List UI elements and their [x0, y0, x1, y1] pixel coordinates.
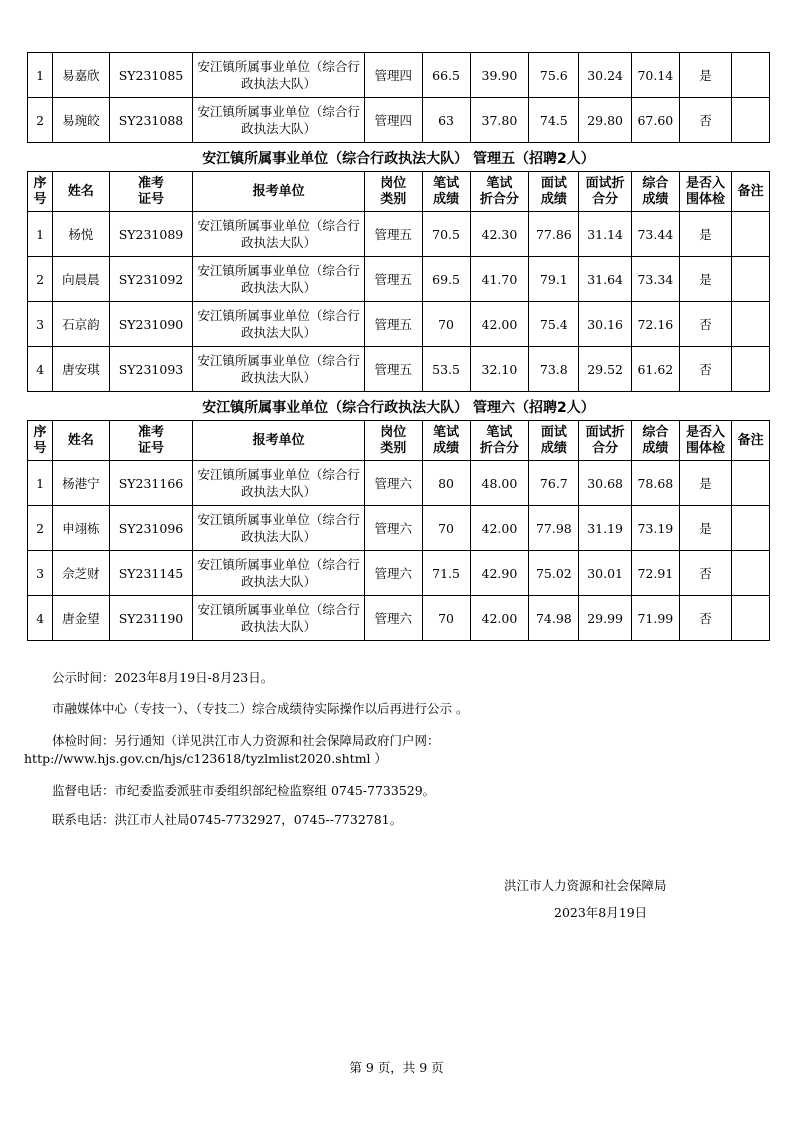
table-row [28, 98, 770, 143]
cell-interview-conv: 29.99 [579, 596, 631, 641]
cell-post: 管理五 [364, 302, 422, 347]
cell-written-conv: 42.00 [470, 506, 529, 551]
cell-exam-id: SY231166 [109, 461, 193, 506]
header-exam-id: 准考 证号 [109, 421, 193, 461]
header-pass: 是否入 围体检 [679, 172, 731, 212]
cell-pass: 否 [679, 347, 731, 392]
cell-written-conv: 48.00 [470, 461, 529, 506]
header-interview: 面试 成绩 [529, 172, 579, 212]
header-exam-id: 准考 证号 [109, 172, 193, 212]
cell-written-conv: 42.00 [470, 302, 529, 347]
cell-interview-conv: 31.19 [579, 506, 631, 551]
cell-remark [732, 257, 770, 302]
cell-no: 3 [28, 302, 53, 347]
cell-total: 73.34 [631, 257, 679, 302]
cell-remark [732, 596, 770, 641]
cell-exam-id: SY231085 [109, 53, 193, 98]
header-written-conv: 笔试 折合分 [470, 421, 529, 461]
cell-exam-id: SY231090 [109, 302, 193, 347]
cell-pass: 否 [679, 551, 731, 596]
cell-remark [732, 53, 770, 98]
table-row [28, 302, 770, 347]
cell-post: 管理五 [364, 212, 422, 257]
cell-written-conv: 42.00 [470, 596, 529, 641]
cell-interview-conv: 30.16 [579, 302, 631, 347]
table-row [28, 551, 770, 596]
cell-written-conv: 37.80 [470, 98, 529, 143]
cell-unit: 安江镇所属事业单位（综合行政执法大队） [193, 461, 365, 506]
cell-no: 4 [28, 347, 53, 392]
cell-no: 2 [28, 98, 53, 143]
cell-exam-id: SY231088 [109, 98, 193, 143]
exam-link[interactable]: http://www.hjs.gov.cn/hjs/c123618/tyzlmlist2020.shtml ） [24, 751, 388, 766]
contact-note: 联系电话：洪江市人社局0745-7732927，0745--7732781。 [52, 812, 403, 827]
cell-pass: 是 [679, 53, 731, 98]
header-pass: 是否入 围体检 [679, 421, 731, 461]
cell-written: 70 [422, 596, 470, 641]
header-unit: 报考单位 [193, 172, 365, 212]
cell-written-conv: 39.90 [470, 53, 529, 98]
cell-name: 易嘉欣 [53, 53, 110, 98]
header-row [28, 421, 770, 461]
cell-post: 管理四 [364, 53, 422, 98]
cell-written-conv: 32.10 [470, 347, 529, 392]
cell-name: 易琬皎 [53, 98, 110, 143]
cell-interview: 77.86 [529, 212, 579, 257]
header-remark: 备注 [732, 421, 770, 461]
cell-post: 管理五 [364, 257, 422, 302]
cell-interview: 75.4 [529, 302, 579, 347]
cell-unit: 安江镇所属事业单位（综合行政执法大队） [193, 506, 365, 551]
cell-exam-id: SY231093 [109, 347, 193, 392]
header-row [28, 172, 770, 212]
header-name: 姓名 [53, 172, 110, 212]
cell-name: 申翊栋 [53, 506, 110, 551]
cell-remark [732, 212, 770, 257]
cell-written: 53.5 [422, 347, 470, 392]
cell-pass: 是 [679, 257, 731, 302]
cell-name: 石京韵 [53, 302, 110, 347]
publicity-note: 公示时间：2023年8月19日-8月23日。 [52, 670, 274, 685]
cell-written: 70 [422, 302, 470, 347]
cell-name: 杨港宁 [53, 461, 110, 506]
cell-pass: 否 [679, 302, 731, 347]
header-interview-conv: 面试折 合分 [579, 172, 631, 212]
cell-interview: 73.8 [529, 347, 579, 392]
cell-total: 78.68 [631, 461, 679, 506]
cell-no: 1 [28, 461, 53, 506]
cell-no: 2 [28, 506, 53, 551]
cell-post: 管理四 [364, 98, 422, 143]
cell-total: 72.91 [631, 551, 679, 596]
cell-written: 70.5 [422, 212, 470, 257]
cell-name: 唐金望 [53, 596, 110, 641]
table-row [28, 596, 770, 641]
table-row [28, 506, 770, 551]
cell-remark [732, 302, 770, 347]
header-unit: 报考单位 [193, 421, 365, 461]
header-written: 笔试 成绩 [422, 421, 470, 461]
header-written-conv: 笔试 折合分 [470, 172, 529, 212]
cell-remark [732, 98, 770, 143]
cell-exam-id: SY231190 [109, 596, 193, 641]
cell-no: 1 [28, 53, 53, 98]
cell-pass: 是 [679, 506, 731, 551]
header-post: 岗位 类别 [364, 421, 422, 461]
cell-exam-id: SY231145 [109, 551, 193, 596]
cell-exam-id: SY231092 [109, 257, 193, 302]
cell-interview-conv: 29.80 [579, 98, 631, 143]
cell-interview-conv: 30.68 [579, 461, 631, 506]
cell-pass: 是 [679, 212, 731, 257]
cell-unit: 安江镇所属事业单位（综合行政执法大队） [193, 302, 365, 347]
header-interview: 面试 成绩 [529, 421, 579, 461]
media-note: 市融媒体中心（专技一）、（专技二）综合成绩待实际操作以后再进行公示 。 [52, 701, 469, 716]
header-no: 序 号 [28, 172, 53, 212]
cell-interview-conv: 31.14 [579, 212, 631, 257]
cell-interview: 76.7 [529, 461, 579, 506]
cell-total: 72.16 [631, 302, 679, 347]
cell-total: 73.19 [631, 506, 679, 551]
cell-no: 2 [28, 257, 53, 302]
cell-written: 70 [422, 506, 470, 551]
cell-written-conv: 42.90 [470, 551, 529, 596]
section-title-management-6: 安江镇所属事业单位（综合行政执法大队） 管理六（招聘2人） [202, 400, 595, 416]
cell-post: 管理六 [364, 596, 422, 641]
cell-written: 63 [422, 98, 470, 143]
cell-interview: 77.98 [529, 506, 579, 551]
section-title-management-5: 安江镇所属事业单位（综合行政执法大队） 管理五（招聘2人） [202, 151, 595, 167]
cell-unit: 安江镇所属事业单位（综合行政执法大队） [193, 596, 365, 641]
cell-no: 1 [28, 212, 53, 257]
cell-remark [732, 506, 770, 551]
cell-total: 70.14 [631, 53, 679, 98]
cell-written: 66.5 [422, 53, 470, 98]
exam-note: 体检时间：另行通知（详见洪江市人力资源和社会保障局政府门户网： [52, 733, 440, 748]
cell-interview: 74.98 [529, 596, 579, 641]
cell-interview-conv: 30.01 [579, 551, 631, 596]
cell-unit: 安江镇所属事业单位（综合行政执法大队） [193, 551, 365, 596]
supervision-note: 监督电话：市纪委监委派驻市委组织部纪检监察组 0745-7733529。 [52, 783, 436, 798]
cell-interview: 75.6 [529, 53, 579, 98]
cell-written-conv: 41.70 [470, 257, 529, 302]
cell-post: 管理六 [364, 551, 422, 596]
cell-interview: 79.1 [529, 257, 579, 302]
cell-pass: 否 [679, 596, 731, 641]
cell-unit: 安江镇所属事业单位（综合行政执法大队） [193, 212, 365, 257]
cell-written: 71.5 [422, 551, 470, 596]
cell-interview: 74.5 [529, 98, 579, 143]
cell-unit: 安江镇所属事业单位（综合行政执法大队） [193, 53, 365, 98]
header-interview-conv: 面试折 合分 [579, 421, 631, 461]
cell-interview-conv: 31.64 [579, 257, 631, 302]
cell-post: 管理五 [364, 347, 422, 392]
table-row [28, 212, 770, 257]
cell-remark [732, 551, 770, 596]
cell-unit: 安江镇所属事业单位（综合行政执法大队） [193, 257, 365, 302]
cell-written: 80 [422, 461, 470, 506]
cell-name: 佘芝财 [53, 551, 110, 596]
cell-exam-id: SY231096 [109, 506, 193, 551]
cell-unit: 安江镇所属事业单位（综合行政执法大队） [193, 98, 365, 143]
header-name: 姓名 [53, 421, 110, 461]
cell-remark [732, 461, 770, 506]
cell-interview: 75.02 [529, 551, 579, 596]
results-table-management-6 [27, 420, 770, 641]
cell-unit: 安江镇所属事业单位（综合行政执法大队） [193, 347, 365, 392]
cell-total: 71.99 [631, 596, 679, 641]
cell-no: 3 [28, 551, 53, 596]
cell-total: 67.60 [631, 98, 679, 143]
header-post: 岗位 类别 [364, 172, 422, 212]
table-row [28, 257, 770, 302]
cell-total: 73.44 [631, 212, 679, 257]
header-total: 综合 成绩 [631, 421, 679, 461]
cell-no: 4 [28, 596, 53, 641]
cell-post: 管理六 [364, 506, 422, 551]
results-table-management-4 [27, 52, 770, 143]
cell-written: 69.5 [422, 257, 470, 302]
cell-total: 61.62 [631, 347, 679, 392]
cell-post: 管理六 [364, 461, 422, 506]
table-row [28, 53, 770, 98]
cell-pass: 是 [679, 461, 731, 506]
header-total: 综合 成绩 [631, 172, 679, 212]
header-remark: 备注 [732, 172, 770, 212]
signature-org: 洪江市人力资源和社会保障局 [504, 878, 667, 893]
page-footer: 第 9 页，共 9 页 [349, 1060, 444, 1075]
cell-remark [732, 347, 770, 392]
header-no: 序 号 [28, 421, 53, 461]
results-table-management-5 [27, 171, 770, 392]
cell-interview-conv: 29.52 [579, 347, 631, 392]
cell-name: 唐安琪 [53, 347, 110, 392]
cell-interview-conv: 30.24 [579, 53, 631, 98]
cell-written-conv: 42.30 [470, 212, 529, 257]
signature-date: 2023年8月19日 [554, 905, 648, 920]
cell-name: 杨悦 [53, 212, 110, 257]
table-row [28, 461, 770, 506]
cell-exam-id: SY231089 [109, 212, 193, 257]
header-written: 笔试 成绩 [422, 172, 470, 212]
cell-name: 向晨晨 [53, 257, 110, 302]
cell-pass: 否 [679, 98, 731, 143]
table-row [28, 347, 770, 392]
